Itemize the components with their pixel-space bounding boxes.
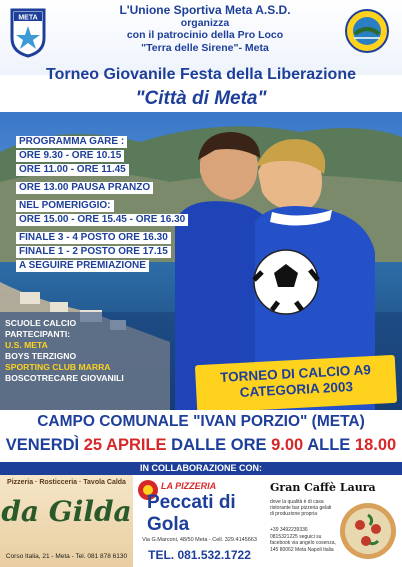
laura-description: dove la qualità è di casa ristorante bar pizzeria gelati di produzione propria — [270, 499, 332, 517]
team-boscotrecare: BOSCOTRECARE GIOVANILI — [5, 373, 124, 383]
sponsor-da-gilda — [0, 475, 133, 567]
collaboration-banner: IN COLLABORAZIONE CON: — [0, 462, 402, 475]
program-final-12: FINALE 1 - 2 POSTO ORE 17.15 — [16, 246, 171, 258]
proloco-seal-logo — [344, 8, 390, 54]
category-line-1: TORNEO DI CALCIO A9 — [219, 362, 372, 385]
peccati-phone: TEL. 081.532.1722 — [148, 548, 251, 562]
organizer-name: L'Unione Sportiva Meta A.S.D. — [119, 3, 291, 17]
team-sporting-club-marra: SPORTING CLUB MARRA — [5, 362, 111, 372]
program-morning-2: ORE 11.00 - ORE 11.45 — [16, 164, 129, 176]
program-lunch: ORE 13.00 PAUSA PRANZO — [16, 182, 153, 194]
us-meta-shield-logo — [8, 6, 48, 58]
gilda-tagline: Pizzeria · Rosticceria · Tavola Calda — [7, 479, 126, 486]
program-final-34: FINALE 3 - 4 POSTO ORE 16.30 — [16, 232, 171, 244]
laura-contacts: +39 3492239336 0815321225 seguici su facebook via angelo cosenza, 145 80062 Meta Napoli Italia — [270, 527, 336, 553]
category-line-2: CATEGORIA 2003 — [239, 379, 354, 400]
venue-date: 25 APRILE — [83, 436, 167, 454]
pizza-photo-icon — [338, 501, 398, 561]
laura-name: Gran Caffè Laura — [270, 481, 376, 494]
venue-start: 9.00 — [271, 436, 304, 454]
program-heading: PROGRAMMA GARE : — [16, 136, 127, 148]
tournament-subtitle: "Città di Meta" — [135, 88, 267, 109]
proloco-text: "Terra delle Sirene"- Meta — [141, 41, 269, 54]
teams-heading-2: PARTECIPANTI: — [5, 329, 71, 339]
venue-date-time — [0, 436, 402, 455]
team-boys-terzigno: BOYS TERZIGNO — [5, 351, 77, 361]
logo-text: META — [18, 14, 38, 22]
participating-teams — [5, 318, 185, 384]
venue-from: DALLE ORE — [171, 436, 267, 454]
program-schedule — [16, 135, 206, 273]
program-afternoon-heading: NEL POMERIGGIO: — [16, 200, 114, 212]
teams-heading-1: SCUOLE CALCIO — [5, 318, 77, 328]
tournament-title: Torneo Giovanile Festa della Liberazione — [46, 66, 356, 83]
peccati-small: LA PIZZERIA — [161, 481, 217, 491]
peccati-address: Via G.Marconi, 48/50 Meta - Cell. 329.4145663 — [142, 537, 257, 543]
program-afternoon: ORE 15.00 - ORE 15.45 - ORE 16.30 — [16, 214, 188, 226]
venue-day: VENERDÌ — [5, 436, 80, 454]
gilda-address: Corso Italia, 21 - Meta - Tel. 081 878 6130 — [5, 553, 128, 560]
peccati-name: Peccati di Gola — [147, 492, 236, 535]
program-morning-1: ORE 9.30 - ORE 10.15 — [16, 150, 124, 162]
sponsor-peccati-di-gola — [133, 475, 266, 567]
team-us-meta: U.S. META — [5, 340, 48, 350]
venue-to: ALLE — [307, 436, 351, 454]
organizer-block — [60, 4, 350, 54]
sponsor-gran-caffe-laura — [266, 475, 402, 567]
organizza-text: organizza — [180, 16, 230, 29]
venue-end: 18.00 — [354, 436, 397, 454]
patronage-text: con il patrocinio della Pro Loco — [126, 29, 284, 41]
gilda-name: da Gilda — [1, 495, 132, 528]
venue-name: CAMPO COMUNALE "IVAN PORZIO" (META) — [37, 413, 365, 430]
program-awards: A SEGUIRE PREMIAZIONE — [16, 260, 149, 272]
